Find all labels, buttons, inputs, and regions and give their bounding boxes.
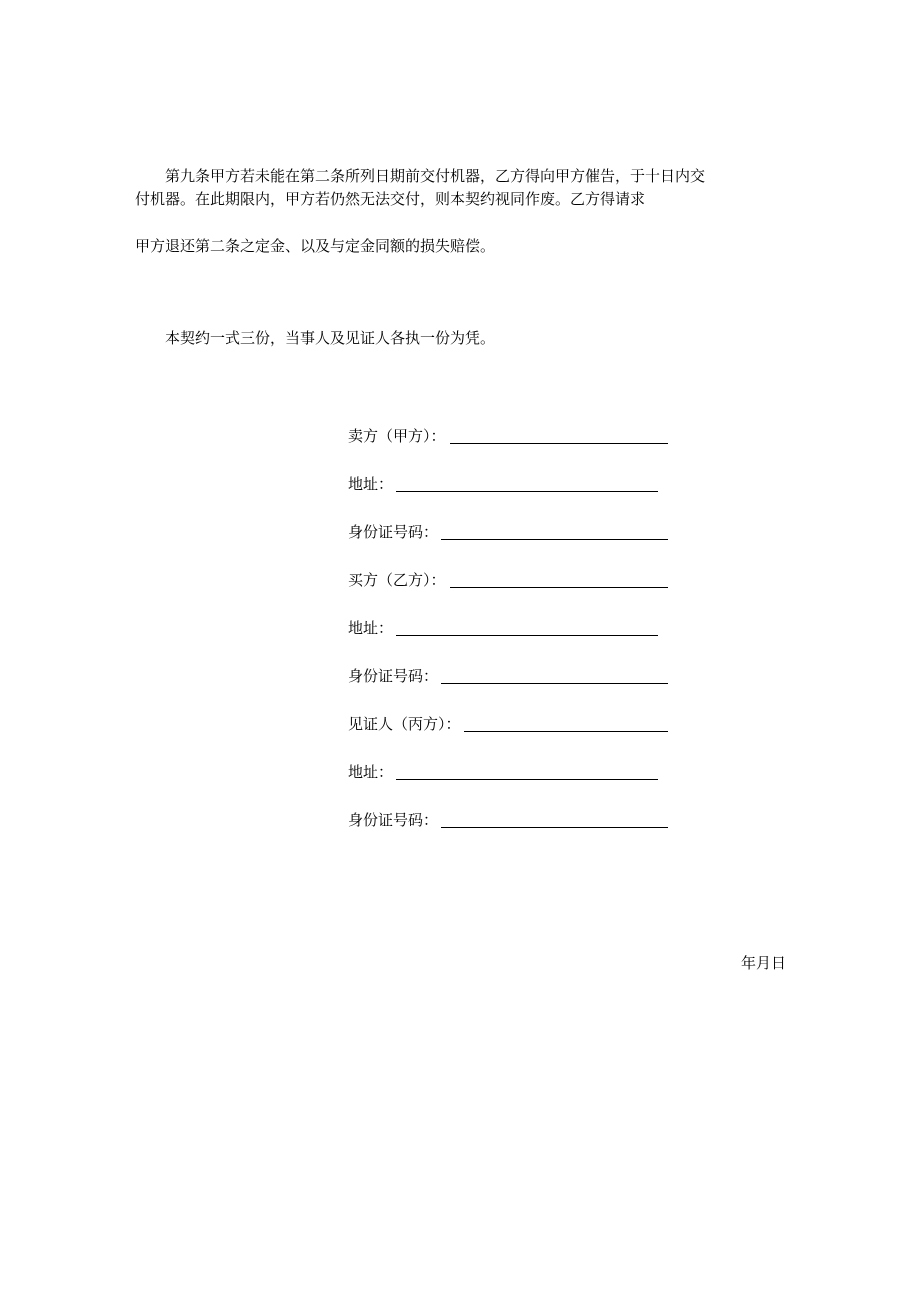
seller-id-line[interactable] [441,521,668,540]
seller-address-line[interactable] [396,473,658,492]
seller-label: 卖方（甲方）： [348,427,446,445]
witness-address-label: 地址： [348,763,394,781]
buyer-id-line[interactable] [441,665,668,684]
buyer-address-line[interactable] [396,617,658,636]
witness-id-line[interactable] [441,809,668,828]
witness-id-label: 身份证号码： [348,811,439,829]
buyer-name-line[interactable] [450,569,668,588]
clause-9-line-1: 第九条甲方若未能在第二条所列日期前交付机器，乙方得向甲方催告，于十日内交 [165,167,706,185]
witness-address-line[interactable] [396,761,658,780]
date-label: 年月日 [740,954,786,972]
seller-id-label: 身份证号码： [348,523,439,541]
witness-label: 见证人（丙方）： [348,715,461,733]
witness-row [348,713,668,761]
copies-clause: 本契约一式三份，当事人及见证人各执一份为凭。 [165,329,496,347]
signature-block [348,425,668,857]
seller-name-line[interactable] [450,425,668,444]
buyer-row [348,569,668,617]
seller-address-row [348,473,668,521]
witness-id-row [348,809,668,857]
clause-9-line-3: 甲方退还第二条之定金、以及与定金同额的损失赔偿。 [135,237,496,255]
buyer-id-row [348,665,668,713]
buyer-address-label: 地址： [348,619,394,637]
clause-9-line-2: 付机器。在此期限内，甲方若仍然无法交付，则本契约视同作废。乙方得请求 [135,190,646,208]
buyer-id-label: 身份证号码： [348,667,439,685]
witness-address-row [348,761,668,809]
seller-row [348,425,668,473]
witness-name-line[interactable] [464,713,668,732]
seller-id-row [348,521,668,569]
seller-address-label: 地址： [348,475,394,493]
buyer-address-row [348,617,668,665]
buyer-label: 买方（乙方）： [348,571,446,589]
